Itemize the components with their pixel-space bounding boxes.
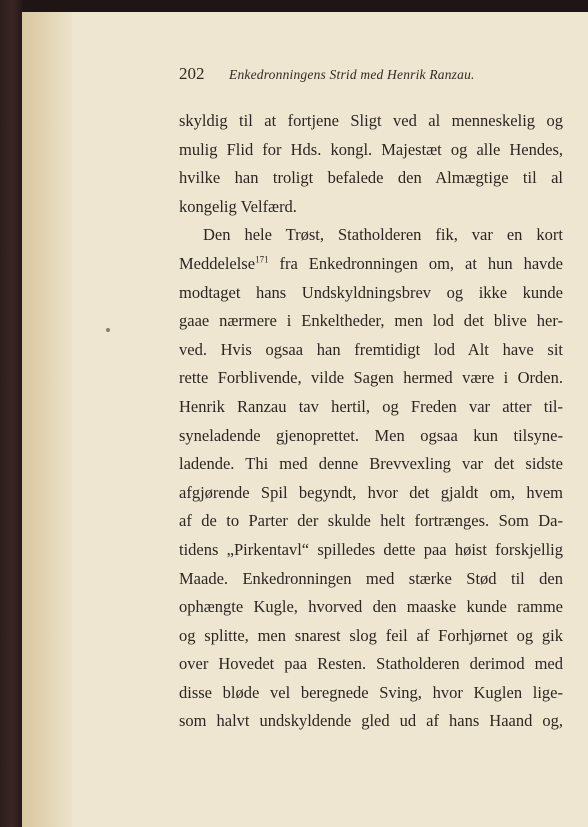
text-line: mulig Flid for Hds. kongl. Majestæt og alle Hendes, [179, 139, 563, 159]
text-line: Den hele Trøst, Statholderen fik, var en kort [203, 225, 563, 245]
text-line: over Hovedet paa Resten. Statholderen derimod med [179, 654, 563, 674]
page-gutter [22, 12, 72, 827]
running-title: Enkedronningens Strid med Henrik Ranzau. [229, 67, 475, 82]
text-fragment: Meddelelse [179, 253, 256, 273]
footnote-reference: 171 [255, 254, 269, 265]
text-line: som halvt undskyldende gled ud af hans Haand og, [179, 711, 563, 731]
book-binding [0, 0, 22, 827]
body-text [179, 107, 563, 736]
book-page [22, 12, 588, 827]
ink-speck [106, 328, 110, 332]
text-line: Maade. Enkedronningen med stærke Stød til den [179, 568, 563, 588]
text-line: modtaget hans Undskyldningsbrev og ikke kunde [179, 282, 563, 302]
text-line: skyldig til at fortjene Sligt ved al menneskelig og [179, 111, 563, 130]
text-line: disse bløde vel beregnede Sving, hvor Kuglen lige- [179, 682, 563, 702]
text-line: afgjørende Spil begyndt, hvor det gjaldt om, hvem [179, 482, 563, 502]
text-fragment: fra Enkedronningen om, at hun havde [279, 253, 563, 273]
text-line: tidens „Pirkentavl“ spilledes dette paa høist forskjellig [179, 539, 563, 559]
text-line: kongelig Velfærd. [179, 196, 297, 216]
page-number: 202 [179, 64, 205, 83]
text-line: hvilke han troligt befalede den Almægtige til al [179, 168, 563, 188]
text-line: rette Forblivende, vilde Sagen hermed være i Orden. [179, 368, 563, 388]
running-header [179, 64, 579, 84]
text-line-with-footnote [179, 250, 563, 279]
text-line: ophængte Kugle, hvorved den maaske kunde ramme [179, 597, 563, 617]
text-line: Henrik Ranzau tav hertil, og Freden var atter til- [179, 396, 563, 416]
text-line: ladende. Thi med denne Brevvexling var det sidste [179, 454, 563, 474]
text-line: ved. Hvis ogsaa han fremtidigt lod Alt have sit [179, 339, 563, 359]
text-line: af de to Parter der skulde helt fortrænges. Som Da- [179, 511, 563, 531]
text-line: gaae nærmere i Enkeltheder, men lod det blive her- [179, 311, 563, 331]
text-line: syneladende gjenoprettet. Men ogsaa kun tilsyne- [179, 425, 563, 445]
text-line: og splitte, men snarest slog feil af Forhjørnet og gik [179, 625, 563, 645]
